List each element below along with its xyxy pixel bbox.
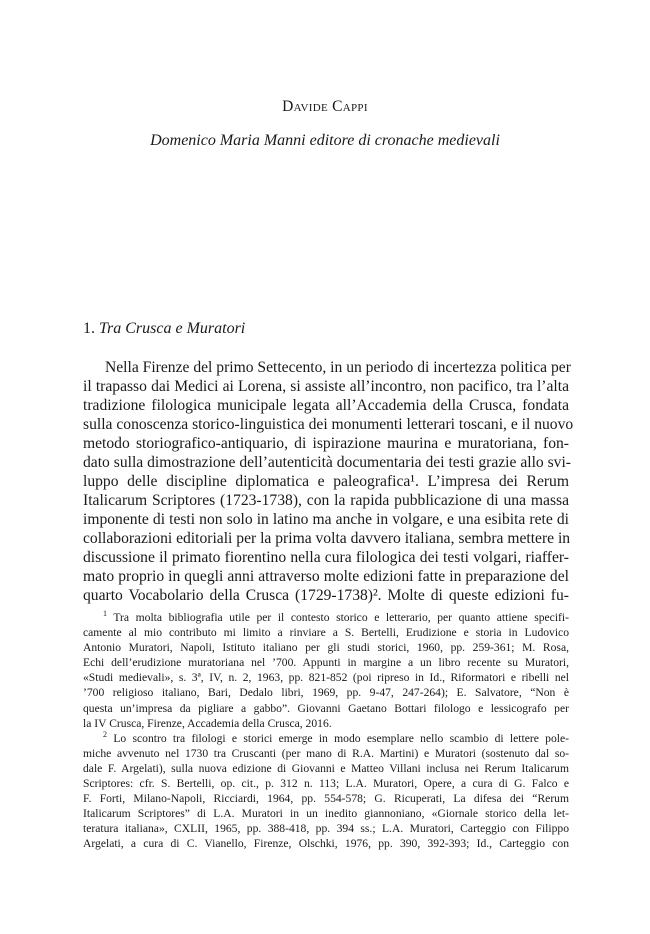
footnote-line: Echi dell’erudizione muratoriana nel ’700. Appunti in margine a un libro recente su Muratori, xyxy=(83,656,569,670)
footnote-marker: 2 xyxy=(103,729,107,739)
footnote-line: Argelati, a cura di C. Vianello, Firenze, Olschki, 1976, pp. 390, 392-393; Id., Carteggio con xyxy=(83,837,569,851)
body-line: mato proprio in quegli anni attraverso molte edizioni fatte in preparazione del xyxy=(83,568,569,585)
body-line: metodo storiografico-antiquario, di ispirazione maurina e muratoriana, fon- xyxy=(83,435,569,452)
footnote-line: Scriptores: cfr. S. Bertelli, op. cit., p. 312 n. 113; L.A. Muratori, Opere, a cura di G. Falco e xyxy=(83,777,569,791)
footnote-2 xyxy=(83,731,569,852)
body-line: collaborazioni editoriali per la prima volta davvero italiana, sembra mettere in xyxy=(83,530,571,547)
article-title: Domenico Maria Manni editore di cronache medievali xyxy=(150,132,500,149)
body-paragraph xyxy=(83,358,574,605)
footnote-line: «Studi medievali», s. 3ª, IV, n. 2, 1963, pp. 821-852 (poi ripreso in Id., Riformatori e ribelli nel xyxy=(83,671,569,685)
footnote-line: miche avvenuto nel 1730 tra Cruscanti (per mano di R.A. Martini) e Muratori (sostenuto dal so- xyxy=(83,746,569,760)
footnote-line: dale F. Argelati), sulla nuova edizione di Giovanni e Matteo Villani inclusa nei Rerum Italicarum xyxy=(83,761,569,775)
footnote-line: camente al mio contributo mi limito a rinviare a S. Bertelli, Erudizione e storia in Ludovico xyxy=(83,626,569,640)
body-line: imponente di testi non solo in latino ma anche in volgare, e una esibita rete di xyxy=(83,511,569,528)
body-line: tradizione filologica municipale legata all’Accademia della Crusca, fondata xyxy=(83,397,569,414)
body-line: sulla conoscenza storico-linguistica dei monumenti letterari toscani, e il nuovo xyxy=(83,416,574,433)
section-heading xyxy=(83,320,245,338)
body-line: dato sulla dimostrazione dell’autenticità documentaria dei testi grazie allo svi- xyxy=(83,454,571,471)
body-line: quarto Vocabolario della Crusca (1729-1738)². Molte di queste edizioni fu- xyxy=(83,587,569,604)
footnotes xyxy=(83,610,569,852)
footnote-line: $^2$ Lo scontro tra filologi e storici emerge in modo esemplare nello scambio di lettere pole- xyxy=(103,729,569,745)
body-line: il trapasso dai Medici ai Lorena, si assiste all’incontro, non pacifico, tra l’alta xyxy=(83,378,569,395)
body-line: Nella Firenze del primo Settecento, in un periodo di incertezza politica per xyxy=(105,359,571,376)
author-text: Davide Cappi xyxy=(282,98,368,115)
footnote-line: la IV Crusca, Firenze, Accademia della Crusca, 2016. xyxy=(83,716,332,730)
footnote-line: Italicarum Scriptores” di L.A. Muratori in un inedito giannoniano, «Giornale storico della let- xyxy=(83,807,569,821)
footnote-marker: 1 xyxy=(103,609,107,619)
footnote-line: teratura italiana», CXLII, 1965, pp. 388-418, pp. 394 ss.; L.A. Muratori, Carteggio con Filippo xyxy=(83,822,569,836)
footnote-line: $^1$ Tra molta bibliografia utile per il contesto storico e letterario, per quanto attiene specifi- xyxy=(103,609,569,624)
footnote-line: ’700 religioso italiano, Bari, Dedalo libri, 1969, pp. 9-47, 247-264); E. Salvatore, “Non è xyxy=(83,686,569,700)
body-line: luppo delle discipline diplomatica e paleografica¹. L’impresa dei Rerum xyxy=(83,473,569,490)
footnote-line: F. Forti, Milano-Napoli, Ricciardi, 1964, pp. 554-578; G. Ricuperati, La difesa dei “Rerum xyxy=(83,792,569,806)
author-name xyxy=(0,98,650,116)
footnote-1 xyxy=(83,610,569,731)
footnote-line: Antonio Muratori, Napoli, Istituto italiano per gli studi storici, 1960, pp. 259-361; M. Rosa, xyxy=(83,641,569,655)
section-number: 1. xyxy=(83,320,95,337)
footnote-line: questa un’impresa da pigliare a gabbo”. Giovanni Gaetano Bottari filologo e lessicografo per xyxy=(83,701,569,715)
body-line: discussione il primato fiorentino nella cura filologica dei testi volgari, riaffer- xyxy=(83,549,569,566)
section-title: Tra Crusca e Muratori xyxy=(99,320,246,337)
body-line: Italicarum Scriptores (1723-1738), con la rapida pubblicazione di una massa xyxy=(83,492,569,509)
